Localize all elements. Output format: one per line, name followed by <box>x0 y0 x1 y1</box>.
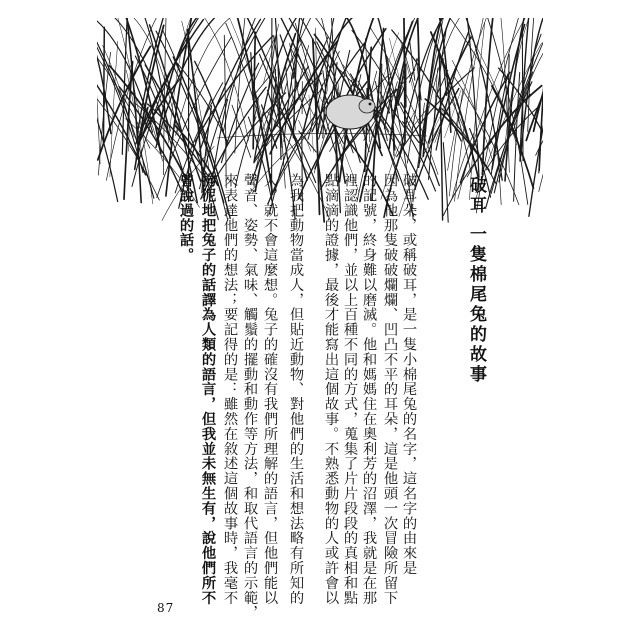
body-line-9: 來表達他們的想法；要記得的是：雖然在敘述這個故事時，我毫不 <box>222 173 238 606</box>
grass-blade <box>97 18 100 164</box>
body-line-3: 的記號，終身難以磨滅。他和媽媽住在奧利芳的沼澤，我就是在那 <box>361 173 377 606</box>
body-line-11: 曾說過的話。 <box>178 173 194 263</box>
grass-shading <box>299 95 307 118</box>
grass-blade <box>235 18 246 153</box>
body-line-6: 為我把動物當成人，但貼近動物、對他們的生活和想法略有所知的 <box>288 173 304 606</box>
grass-blade <box>439 55 442 220</box>
grass-shading <box>381 64 382 106</box>
body-line-4: 裡認識他們，並以上百種不同的方式，蒐集了片片段段的真相和點 <box>342 173 358 606</box>
body-line-8: 聲音、姿勢、氣味、觸鬚的擺動和動作等方法，和取代語言的示範， <box>242 173 258 620</box>
page-number: 87 <box>157 601 175 615</box>
body-line-10: 拘泥地把兔子的話譯為人類的語言，但我並未無生有，說他們所不 <box>200 173 216 606</box>
body-line-7: 人，就不會這麼想。兔子的確沒有我們所理解的語言，但他們能以 <box>262 173 278 606</box>
grass-shading <box>298 45 309 87</box>
body-line-5: 點滴滴的證據，最後才能寫出這個故事。不熟悉動物的人或許會以 <box>323 173 339 606</box>
body-line-2: 因為他那隻破破爛爛、凹凸不平的耳朵，這是他頭一次冒險所留下 <box>382 173 398 606</box>
chapter-title: 破耳 一隻棉尾兔的故事 <box>466 176 486 385</box>
body-line-1: 破耳朵，或稱破耳，是一隻小棉尾兔的名字，這名字的由來是 <box>401 173 417 576</box>
grass-blade <box>124 62 133 200</box>
